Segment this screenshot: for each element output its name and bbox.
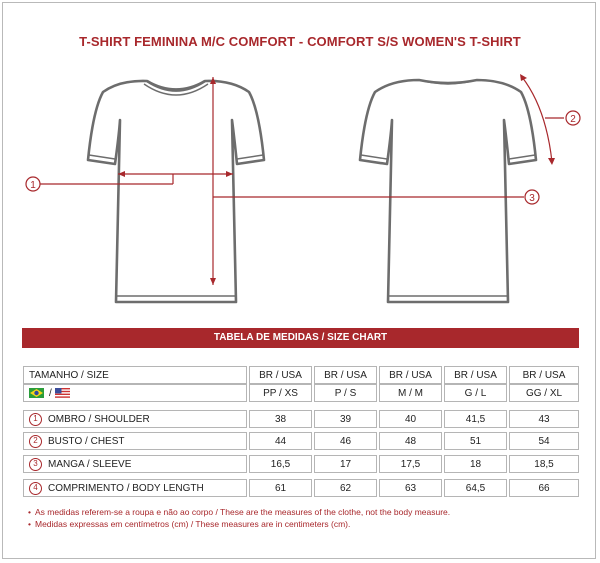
svg-text:2: 2 [570,114,576,125]
marker-3 [525,190,539,204]
region-label: BR / USA [314,366,377,384]
back-tshirt-icon [360,80,536,302]
region-label: BR / USA [509,366,579,384]
table-cell: 64,5 [444,479,507,497]
region-label: BR / USA [249,366,312,384]
page-title: T-SHIRT FEMININA M/C COMFORT - COMFORT S/S WOMEN'S T-SHIRT [79,34,521,49]
size-code: PP / XS [249,384,312,402]
marker-2 [566,111,580,125]
table-cell: 62 [314,479,377,497]
brazil-flag-icon [29,388,44,398]
row-label [23,410,247,428]
row-label [23,455,247,473]
region-label: BR / USA [444,366,507,384]
table-cell: 54 [509,432,579,450]
footnotes [28,506,450,530]
table-cell: 66 [509,479,579,497]
table-cell: 16,5 [249,455,312,473]
table-cell: 63 [379,479,442,497]
usa-flag-icon [55,388,70,398]
flags-cell [23,384,247,402]
footnote: • As medidas referem-se a roupa e não ao corpo / These are the measures of the clothe, not the body measure. [28,507,451,517]
table-cell: 44 [249,432,312,450]
table-cell: 46 [314,432,377,450]
table-cell: 51 [444,432,507,450]
row-label-text: OMBRO / SHOULDER [48,413,150,425]
row-label-text: COMPRIMENTO / BODY LENGTH [48,482,204,494]
row-label-text: BUSTO / CHEST [48,435,125,447]
flags-separator: / [49,387,52,399]
size-label: TAMANHO / SIZE [23,366,247,384]
size-header-row [23,366,579,384]
row-number: 3 [29,458,42,471]
row-number: 4 [29,482,42,495]
row-label [23,432,247,450]
marker-1 [26,177,40,191]
table-cell: 48 [379,432,442,450]
table-cell: 17 [314,455,377,473]
row-label-text: MANGA / SLEEVE [48,458,132,470]
row-number: 2 [29,435,42,448]
table-row [23,410,579,428]
table-cell: 41,5 [444,410,507,428]
table-row [23,455,579,473]
size-code: G / L [444,384,507,402]
size-codes-row [23,384,579,402]
table-cell: 40 [379,410,442,428]
table-cell: 61 [249,479,312,497]
size-code: GG / XL [509,384,579,402]
table-cell: 18 [444,455,507,473]
size-code: P / S [314,384,377,402]
table-cell: 38 [249,410,312,428]
footnote: • Medidas expressas em centímetros (cm) / These measures are in centimeters (cm). [28,519,351,529]
table-row [23,479,579,497]
svg-text:3: 3 [529,193,535,204]
table-cell: 17,5 [379,455,442,473]
front-tshirt-icon [88,81,264,302]
size-chart-banner: TABELA DE MEDIDAS / SIZE CHART [22,328,579,348]
region-label: BR / USA [379,366,442,384]
table-cell: 43 [509,410,579,428]
table-row [23,432,579,450]
table-cell: 39 [314,410,377,428]
size-code: M / M [379,384,442,402]
row-number: 1 [29,413,42,426]
table-cell: 18,5 [509,455,579,473]
row-label [23,479,247,497]
svg-text:1: 1 [30,180,36,191]
